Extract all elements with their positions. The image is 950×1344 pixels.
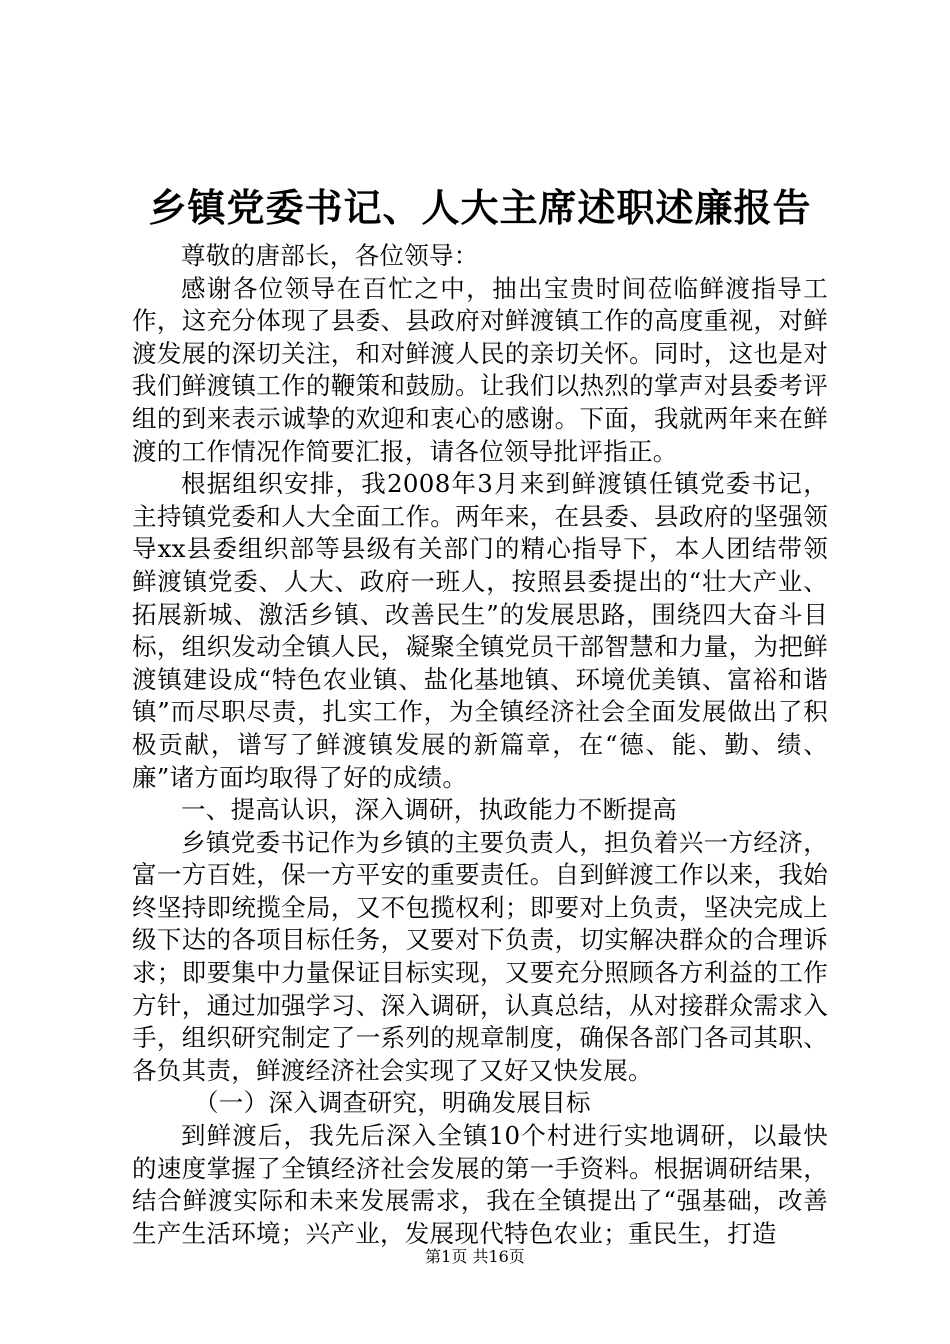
section-heading-1: 一、提高认识，深入调研，执政能力不断提高 bbox=[181, 795, 677, 825]
paragraph-subsection-1: 到鲜渡后，我先后深入全镇10个村进行实地调研，以最快的速度掌握了全镇经济社会发展的第一手资料。根据调研结果，结合鲜渡实际和未来发展需求，我在全镇提出了“强基础，改善生产生活环境；兴产业，发展现代特色农业；重民生，打造 bbox=[132, 1121, 828, 1248]
salutation: 尊敬的唐部长，各位领导： bbox=[181, 241, 479, 270]
page-footer: 第1页 共16页 bbox=[425, 1247, 525, 1266]
subsection-heading-1: （一）深入调查研究，明确发展目标 bbox=[194, 1088, 591, 1118]
document-page bbox=[132, 178, 828, 1250]
paragraph-intro: 感谢各位领导在百忙之中，抽出宝贵时间莅临鲜渡指导工作，这充分体现了县委、县政府对鲜渡镇工作的高度重视，对鲜渡发展的深切关注，和对鲜渡人民的亲切关怀。同时，这也是对我们鲜渡镇工作的鞭策和鼓励。让我们以热烈的掌声对县委考评组的到来表示诚挚的欢迎和衷心的感谢。下面，我就两年来在鲜渡的工作情况作简要汇报，请各位领导批评指正。 bbox=[132, 273, 828, 466]
paragraph-section-1: 乡镇党委书记作为乡镇的主要负责人，担负着兴一方经济，富一方百姓，保一方平安的重要责任。自到鲜渡工作以来，我始终坚持即统揽全局，又不包揽权利；即要对上负责，坚决完成上级下达的各项目标任务，又要对下负责，切实解决群众的合理诉求；即要集中力量保证目标实现，又要充分照顾各方利益的工作方针，通过加强学习、深入调研，认真总结，从对接群众需求入手，组织研究制定了一系列的规章制度，确保各部门各司其职、各负其责，鲜渡经济社会实现了又好又快发展。 bbox=[132, 827, 828, 1085]
paragraph-background: 根据组织安排，我2008年3月来到鲜渡镇任镇党委书记，主持镇党委和人大全面工作。两年来，在县委、县政府的坚强领导xx县委组织部等县级有关部门的精心指导下，本人团结带领鲜渡镇党委、人大、政府一班人，按照县委提出的“壮大产业、拓展新城、激活乡镇、改善民生”的发展思路，围绕四大奋斗目标，组织发动全镇人民，凝聚全镇党员干部智慧和力量，为把鲜渡镇建设成“特色农业镇、盐化基地镇、环境优美镇、富裕和谐镇”而尽职尽责，扎实工作，为全镇经济社会全面发展做出了积极贡献，谱写了鲜渡镇发展的新篇章，在“德、能、勤、绩、廉”诸方面均取得了好的成绩。 bbox=[132, 469, 829, 792]
document-title: 乡镇党委书记、人大主席述职述廉报告 bbox=[148, 186, 812, 230]
